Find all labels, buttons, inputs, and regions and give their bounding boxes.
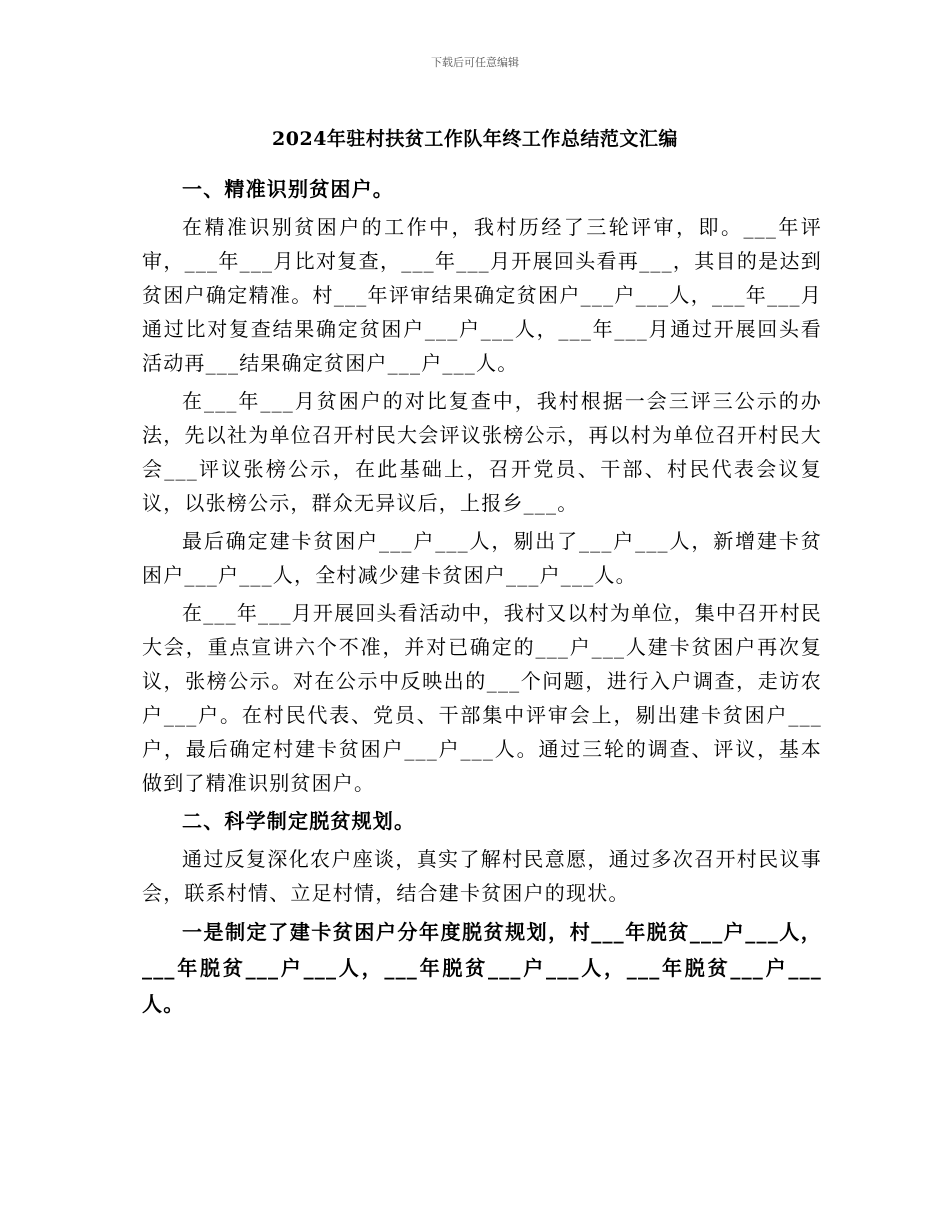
paragraph-3: 最后确定建卡贫困户___户___人，剔出了___户___人，新增建卡贫困户___户___人，全村减少建卡贫困户___户___人。	[142, 529, 822, 587]
paragraph-6: 一是制定了建卡贫困户分年度脱贫规划，村___年脱贫___户___人，___年脱贫___户___人，___年脱贫___户___人，___年脱贫___户___人。	[142, 920, 822, 1016]
paragraph-1: 在精准识别贫困户的工作中，我村历经了三轮评审，即。___年评审，___年___月比对复查，___年___月开展回头看再___，其目的是达到贫困户确定精准。村___年评审结果确定贫困户___户___人，___年___月通过比对复查结果确定贫困户___户___人，___年___月通过开展回头看活动再___结果确定贫困户___户___人。	[142, 215, 822, 375]
page-header-note: 下载后可任意编辑	[431, 56, 519, 69]
paragraph-2: 在___年___月贫困户的对比复查中，我村根据一会三评三公示的办法，先以社为单位召开村民大会评议张榜公示，再以村为单位召开村民大会___评议张榜公示，在此基础上，召开党员、干部、村民代表会议复议，以张榜公示，群众无异议后，上报乡___。	[142, 389, 822, 515]
paragraph-4: 在___年___月开展回头看活动中，我村又以村为单位，集中召开村民大会，重点宣讲六个不准，并对已确定的___户___人建卡贫困户再次复议，张榜公示。对在公示中反映出的___个问题，进行入户调查，走访农户___户。在村民代表、党员、干部集中评审会上，剔出建卡贫困户___户，最后确定村建卡贫困户___户___人。通过三轮的调查、评议，基本做到了精准识别贫困户。	[142, 601, 822, 795]
paragraph-5: 通过反复深化农户座谈，真实了解村民意愿，通过多次召开村民议事会，联系村情、立足村情，结合建卡贫困户的现状。	[142, 847, 822, 905]
document-title: 2024年驻村扶贫工作队年终工作总结范文汇编	[272, 128, 678, 150]
section-heading-1: 一、精准识别贫困户。	[182, 177, 394, 201]
section-heading-2: 二、科学制定脱贫规划。	[182, 809, 416, 833]
document-body	[142, 172, 822, 1022]
